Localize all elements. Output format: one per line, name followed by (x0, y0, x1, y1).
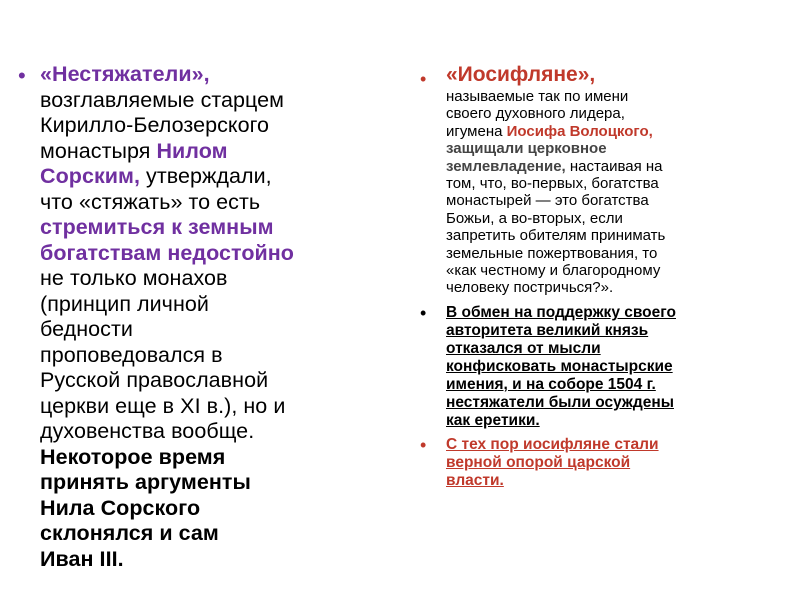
nestyazhateli-heading: «Нестяжатели», (40, 62, 210, 86)
iosiflyane-paragraph (446, 62, 758, 297)
text-line: С тех пор иосифляне стали (446, 435, 659, 453)
text-line: том, что, во-первых, богатства (446, 175, 659, 193)
bold-line: принять аргументы (40, 470, 251, 494)
nil-name: Нилом (156, 138, 228, 163)
text-line: (принцип личной (40, 291, 209, 316)
text-line: авторитета великий князь (446, 321, 649, 339)
right-bullet-item-2 (418, 304, 758, 430)
highlight-line: защищали церковное (446, 140, 607, 158)
text-fragment: игумена (446, 122, 507, 140)
text-line: «как честному и благородному (446, 262, 661, 280)
highlight-line: стремиться к земным (40, 215, 274, 239)
text-line: Божьи, а во-вторых, если (446, 209, 623, 227)
text-line: верной опорой царской (446, 453, 631, 471)
text-line (446, 158, 758, 175)
bullet-icon: • (420, 69, 427, 89)
text-line: нестяжатели были осуждены (446, 393, 674, 411)
bold-line: Некоторое время (40, 444, 226, 469)
text-line: В обмен на поддержку своего (446, 303, 676, 321)
text-line: запретить обителям принимать (446, 227, 666, 245)
text-line (40, 139, 384, 165)
text-line: называемые так по имени (446, 88, 629, 105)
bold-line: Нила Сорского (40, 495, 201, 520)
text-line: монастырей — это богатства (446, 192, 649, 210)
text-line: Кирилло-Белозерского (40, 113, 270, 137)
text-line: не только монахов (40, 266, 228, 290)
text-line: имения, и на соборе 1504 г. (446, 375, 656, 393)
text-fragment: настаивая на (565, 157, 663, 175)
text-line: власти. (446, 471, 504, 489)
left-column (12, 62, 384, 572)
iosif-name: Иосифа Волоцкого, (506, 122, 653, 140)
text-line: проповедовался в (40, 342, 223, 367)
text-line: Русской православной (40, 368, 269, 392)
text-line: что «стяжать» то есть (40, 189, 261, 214)
text-line: конфисковать монастырские (446, 357, 673, 375)
text-line: церкви еще в XI в.), но и (40, 393, 286, 418)
text-line: отказался от мысли (446, 339, 601, 357)
text-fragment: монастыря (40, 138, 157, 163)
text-line (40, 164, 384, 190)
text-line (446, 123, 758, 140)
text-line: человеку постричься?». (446, 279, 614, 297)
bold-line: склонялся и сам (40, 521, 219, 545)
bullet-icon: • (18, 63, 26, 88)
left-paragraph (40, 62, 384, 572)
text-line: возглавляемые старцем (40, 87, 284, 112)
sorsky-name: Сорским, (40, 164, 141, 188)
text-line: своего духовного лидера, (446, 105, 625, 123)
bold-line: Иван III. (40, 546, 124, 571)
exchange-paragraph (446, 304, 758, 430)
right-bullet-item-3 (418, 436, 758, 490)
right-column (418, 62, 758, 490)
text-line: духовенства вообще. (40, 419, 255, 443)
text-line: земельные пожертвования, то (446, 244, 658, 262)
highlight-fragment: землевладение, (446, 157, 566, 175)
text-line: бедности (40, 317, 133, 341)
text-line: как еретики. (446, 411, 540, 429)
text-fragment: утверждали, (140, 164, 272, 188)
bullet-icon: • (420, 302, 427, 323)
bullet-icon: • (420, 434, 427, 455)
highlight-line: богатствам недостойно (40, 240, 294, 265)
left-bullet-item (12, 62, 384, 572)
support-paragraph (446, 436, 758, 490)
iosiflyane-heading: «Иосифляне», (446, 63, 596, 86)
right-bullet-item-1 (418, 62, 758, 297)
